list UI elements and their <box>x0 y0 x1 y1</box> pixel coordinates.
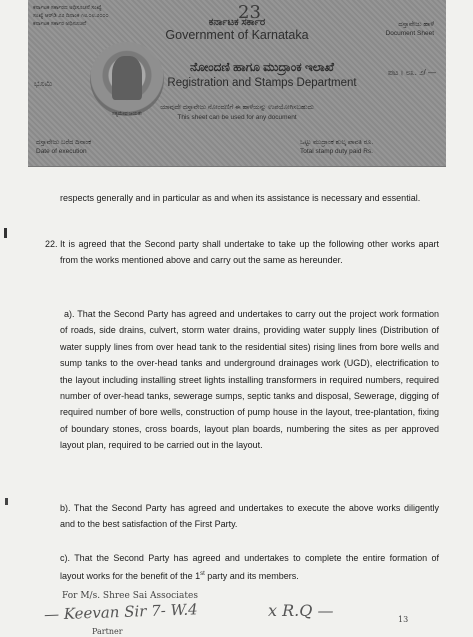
handwritten-serial-number: 23 <box>238 2 261 23</box>
government-title-english: Government of Karnataka <box>165 28 309 42</box>
stamp-notification-line: ಕರ್ನಾಟಕ ಸರ್ಕಾರದ ಅಧಿಸೂಚನೆ ಸಂಖ್ಯೆ <box>33 5 102 11</box>
clause-22-number: 22. <box>45 239 58 249</box>
emblem-motto: ಸತ್ಯಮೇವ ಜಯತೇ <box>112 111 142 117</box>
document-sheet-label <box>364 20 434 38</box>
clause-22c-text: c). That the Second Party has agreed and undertakes to complete the entire formation of layout works for the benefit of the 1 <box>60 553 439 582</box>
margin-mark <box>5 498 8 505</box>
continuation-paragraph: respects generally and in particular as and when its assistance is necessary and essential. <box>60 193 421 203</box>
stamp-notification-line: ಕರ್ನಾಟಕ ಸರ್ಕಾರ ಅಧಿಸೂಚನೆ <box>33 21 87 27</box>
execution-date-label <box>36 138 91 156</box>
partner-label: Partner <box>92 627 123 636</box>
government-title-kannada: ಕರ್ನಾಟಕ ಸರ್ಕಾರ <box>208 17 266 28</box>
department-title-kannada: ನೋಂದಣಿ ಹಾಗೂ ಮುದ್ರಾಂಕ ಇಲಾಖೆ <box>189 60 335 74</box>
department-title-english: Registration and Stamps Department <box>167 77 357 89</box>
stamp-duty-english: Total stamp duty paid Rs. <box>300 148 373 155</box>
usage-note <box>28 103 446 123</box>
clause-22-text: It is agreed that the Second party shall undertake to take up the following other works apart from the works mentioned above and carry out the same as hereunder. <box>60 239 439 266</box>
document-sheet-english: Document Sheet <box>385 30 434 37</box>
firm-name: For M/s. Shree Sai Associates <box>62 591 198 601</box>
signature-left: — Keevan Sir 7- W.4 <box>43 600 198 624</box>
stamp-notification-line: ಸಂಖ್ಯೆ ಆರ್‌ಡಿ ೨೨ ದಿನಾಂಕ ೧೮.೦೮.೨೦೦೦ <box>33 13 109 19</box>
clause-22b-text: b). That the Second Party has agreed and undertakes to execute the above works diligently and to the best satisfaction of the First Party. <box>60 503 439 530</box>
signature-right: x R.Q — <box>268 601 334 620</box>
stamp-duty-kannada: ಒಟ್ಟು ಮುದ್ರಾಂಕ ಶುಲ್ಕ ಪಾವತಿ ರೂ. <box>300 139 374 146</box>
execution-date-kannada: ದಸ್ತಾವೇಜು ಬರೆದ ದಿನಾಂಕ <box>36 139 92 146</box>
clause-22a-text: a). That the Second Party has agreed and undertakes to carry out the project work formation of roads, side drains, culvert, storm water drains, providing water supply lines (Distribution of water supply lines from over head tank to the residential sites) rising lines from bore wells and sump tanks to the over-head tanks and underground drainages work (UGD), electrification to the layout including installing street lights installing transformers in required numbers, required number of over-head tanks, sewerage sumps, septic tanks and disposal, Sewerage, digging of required number of bore wells, construction of pump house in the layout, tree-plantation, fixing of boundary stones, cross boards, layout plan boards, numbering the sites as per approved layout plan, required to be carried out in the layout. <box>60 309 439 451</box>
usage-note-english: This sheet can be used for any document <box>177 114 297 121</box>
margin-mark <box>4 228 7 238</box>
usage-note-kannada: ಯಾವುದೇ ದಸ್ತಾವೇಜು ನೋಂದಣಿಗೆ ಈ ಹಾಳೆಯನ್ನು ಉಪಯೋಗಿಸಬಹುದು <box>160 104 314 111</box>
clause-22c-superscript: st <box>200 571 205 578</box>
clause-22c-text-end: party and its members. <box>204 571 299 582</box>
clause-22c <box>60 550 439 585</box>
sheet-number: ಪಟ । ೮೩. ೨/ ― <box>387 68 436 77</box>
document-sheet-kannada: ದಸ್ತಾವೇಜು ಹಾಳೆ <box>398 21 434 28</box>
execution-date-english: Date of execution <box>36 148 87 155</box>
stamp-duty-label <box>300 138 373 156</box>
stamp-paper-header <box>28 0 446 167</box>
land-label: ಭೂಮಿ <box>34 79 53 88</box>
page-number: 13 <box>398 615 409 624</box>
